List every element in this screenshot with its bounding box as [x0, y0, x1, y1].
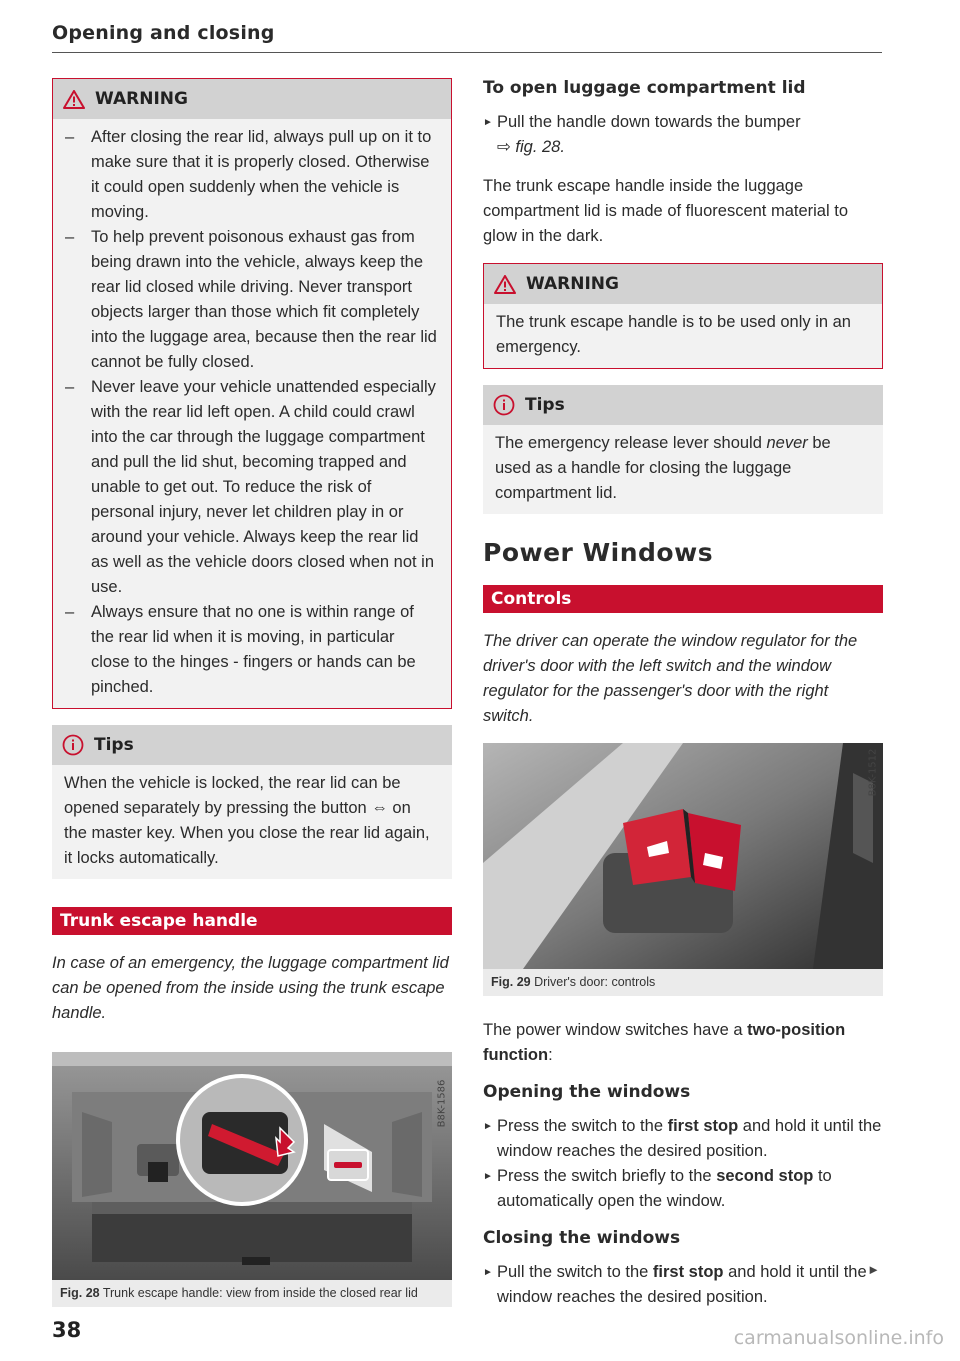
figure-code: B8K-1512: [867, 748, 879, 797]
section-intro: In case of an emergency, the luggage compartment lid can be opened from the inside using the trunk escape handle.: [52, 954, 449, 1022]
para-bold: two-position function: [483, 1021, 846, 1064]
figure-ref[interactable]: ⇨ fig. 28.: [497, 138, 565, 156]
tips-title: Tips: [94, 735, 134, 755]
left-column: [52, 78, 452, 1307]
warning-title: WARNING: [95, 89, 188, 109]
figure-caption: [52, 1280, 452, 1307]
heading-opening-windows: Opening the windows: [483, 1082, 691, 1102]
list-item: – Never leave your vehicle unattended especially with the rear lid left open. A child could crawl into the car through the luggage compartment and pull the lid shut, becoming trapped and unable to get out. To reduce the risk of personal injury, never let children play in or around your vehicle. Always keep the rear lid as well as the vehicle doors closed when not in use.: [65, 375, 437, 600]
step-text: Press the switch briefly to the: [497, 1167, 712, 1185]
tips-header: [483, 385, 883, 425]
section-controls: Controls: [483, 585, 883, 613]
warning-box: [483, 263, 883, 369]
tips-body: [483, 425, 883, 514]
list-item: [483, 110, 883, 160]
figure-label: Fig. 28: [60, 1286, 100, 1300]
warning-triangle-icon: [63, 90, 85, 109]
figure-caption-text: Driver's door: controls: [534, 975, 656, 989]
info-circle-icon: [62, 734, 84, 756]
open-lid-steps: [483, 110, 883, 160]
right-column: [483, 78, 883, 1310]
heading-power-windows: Power Windows: [483, 538, 714, 567]
step-bold: first stop: [652, 1263, 724, 1281]
para-text: :: [548, 1046, 553, 1064]
step-text: Pull the handle down towards the bumper: [497, 113, 801, 131]
tips-text: When the vehicle is locked, the rear lid can be opened separately by pressing the button: [64, 774, 401, 817]
tips-body: [52, 765, 452, 879]
list-item: – To help prevent poisonous exhaust gas from being drawn into the vehicle, always keep the rear lid closed while driving. Never transport objects larger than those which fit completely into the luggage area, because then the rear lid cannot be fully closed.: [65, 225, 437, 375]
step-text: Press the switch to the: [497, 1117, 663, 1135]
list-item: – Always ensure that no one is within range of the rear lid when it is moving, in particular close to the hinges - fingers or hands can be pinched.: [65, 600, 437, 700]
key-button-icon: ⇔: [371, 799, 388, 817]
running-header: Opening and closing: [52, 22, 275, 44]
step-text: and hold it until the window reaches the desired position.: [497, 1263, 867, 1306]
figure-caption: [483, 969, 883, 996]
warning-triangle-icon: [494, 275, 516, 294]
section-intro: The driver can operate the window regulator for the driver's door with the left switch and the window regulator for the passenger's door with the right switch.: [483, 632, 858, 725]
heading-closing-windows: Closing the windows: [483, 1228, 681, 1248]
figure-28-image: [52, 1052, 452, 1280]
list-item: – After closing the rear lid, always pull up on it to make sure that it is properly closed. Otherwise it could open suddenly when the vehicle is moving.: [65, 125, 437, 225]
figure-29: [483, 743, 883, 996]
warning-title: WARNING: [526, 274, 619, 294]
opening-steps: [483, 1114, 883, 1214]
closing-steps: [483, 1260, 883, 1310]
tips-text: The emergency release lever should: [495, 434, 762, 452]
page-number: 38: [52, 1318, 82, 1342]
para-text: The power window switches have a: [483, 1021, 743, 1039]
step-text: to automatically open the window.: [497, 1167, 832, 1210]
tips-title: Tips: [525, 395, 565, 415]
section-trunk-escape: Trunk escape handle: [52, 907, 452, 935]
tips-text: be used as a handle for closing the luggage compartment lid.: [495, 434, 831, 502]
warning-header: [484, 264, 882, 304]
figure-code: B8K-1586: [436, 1079, 448, 1128]
tips-header: [52, 725, 452, 765]
info-circle-icon: [493, 394, 515, 416]
warning-list: [65, 125, 437, 700]
tips-text: on the master key. When you close the rear lid again, it locks automatically.: [64, 799, 430, 867]
list-item: [483, 1164, 883, 1214]
step-bold: second stop: [716, 1167, 814, 1185]
warning-body: The trunk escape handle is to be used only in an emergency.: [484, 304, 882, 368]
warning-body: [53, 119, 451, 708]
warning-box: [52, 78, 452, 709]
step-bold: first stop: [667, 1117, 739, 1135]
function-para: [483, 1018, 883, 1068]
figure-29-image: [483, 743, 883, 969]
open-lid-para: The trunk escape handle inside the luggage compartment lid is made of fluorescent material to glow in the dark.: [483, 177, 848, 245]
list-item: [483, 1260, 883, 1310]
watermark: carmanualsonline.info: [733, 1327, 944, 1349]
tips-box: [483, 385, 883, 514]
figure-label: Fig. 29: [491, 975, 531, 989]
list-item: [483, 1114, 883, 1164]
figure-caption-text: Trunk escape handle: view from inside the closed rear lid: [102, 1286, 418, 1300]
header-rule: [52, 52, 882, 53]
tips-box: [52, 725, 452, 879]
step-text: and hold it until the window reaches the desired position.: [497, 1117, 882, 1160]
continue-icon: ►: [867, 1262, 880, 1277]
warning-header: [53, 79, 451, 119]
tips-emphasis: never: [766, 434, 808, 452]
step-text: Pull the switch to the: [497, 1263, 649, 1281]
figure-28: [52, 1052, 452, 1307]
heading-open-lid: To open luggage compartment lid: [483, 78, 806, 98]
